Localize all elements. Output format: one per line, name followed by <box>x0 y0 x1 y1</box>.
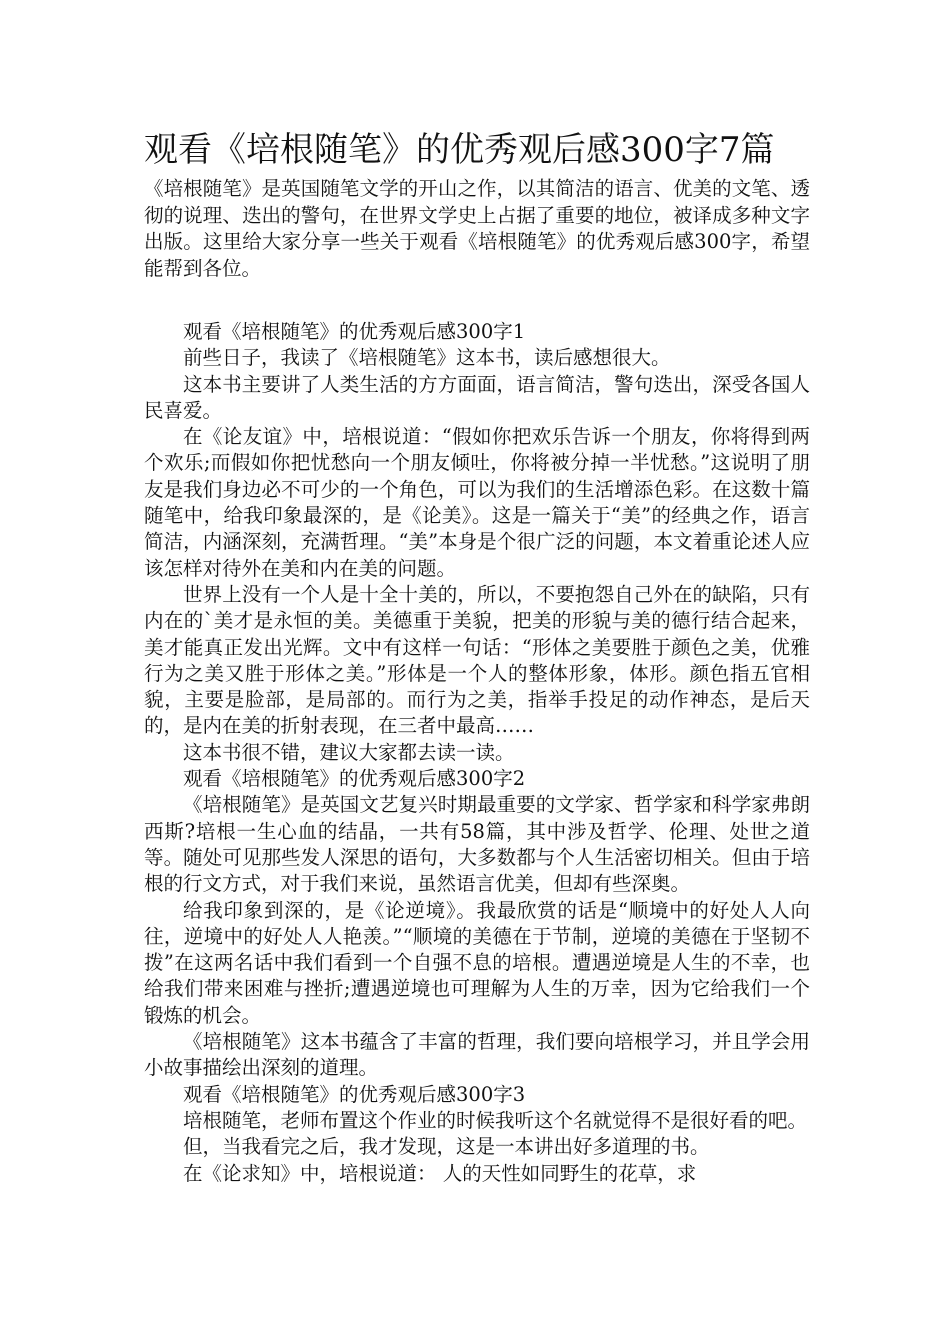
paragraph-spacer <box>144 282 810 319</box>
body-paragraph: 世界上没有一个人是十全十美的，所以，不要抱怨自己外在的缺陷，只有内在的`美才是永恒的美。美德重于美貌，把美的形貌与美的德行结合起来，美才能真正发出光辉。文中有这样一句话：“形体之美要胜于颜色之美，优雅行为之美又胜于形体之美。”形体是一个人的整体形象，体形。颜色指五官相貌，主要是脸部，是局部的。而行为之美，指举手投足的动作神态，是后天的，是内在美的折射表现，在三者中最高…… <box>144 582 810 738</box>
body-paragraph: 《培根随笔》是英国文艺复兴时期最重要的文学家、哲学家和科学家弗朗西斯?培根一生心血的结晶，一共有58篇，其中涉及哲学、伦理、处世之道等。随处可见那些发人深思的语句，大多数都与个人生活密切相关。但由于培根的行文方式，对于我们来说，虽然语言优美，但却有些深奥。 <box>144 793 810 896</box>
intro-paragraph: 《培根随笔》是英国随笔文学的开山之作，以其简洁的语言、优美的文笔、透彻的说理、迭出的警句，在世界文学史上占据了重要的地位，被译成多种文字出版。这里给大家分享一些关于观看《培根随笔》的优秀观后感300字，希望能帮到各位。 <box>144 177 810 280</box>
section-heading-3: 观看《培根随笔》的优秀观后感300字3 <box>183 1082 526 1106</box>
body-paragraph: 在《论求知》中，培根说道： 人的天性如同野生的花草，求 <box>183 1161 697 1185</box>
body-paragraph: 前些日子，我读了《培根随笔》这本书，读后感想很大。 <box>183 346 671 370</box>
document-title: 观看《培根随笔》的优秀观后感300字7篇 <box>144 130 775 170</box>
section-heading-1: 观看《培根随笔》的优秀观后感300字1 <box>183 320 526 343</box>
body-paragraph: 培根随笔，老师布置这个作业的时候我听这个名就觉得不是很好看的吧。 <box>183 1108 808 1132</box>
document-page <box>144 128 810 1187</box>
body-paragraph: 给我印象到深的，是《论逆境》。我最欣赏的话是“顺境中的好处人人向往，逆境中的好处人人艳羡。”“顺境的美德在于节制，逆境的美德在于坚韧不拨”在这两名话中我们看到一个自强不息的培根。遭遇逆境是人生的不幸，也给我们带来困难与挫折;遭遇逆境也可理解为人生的万幸，因为它给我们一个锻炼的机会。 <box>144 898 810 1027</box>
body-paragraph: 这本书主要讲了人类生活的方方面面，语言简洁，警句迭出，深受各国人民喜爱。 <box>144 372 810 422</box>
body-paragraph: 《培根随笔》这本书蕴含了丰富的哲理，我们要向培根学习，并且学会用小故事描绘出深刻的道理。 <box>144 1030 810 1080</box>
body-paragraph: 在《论友谊》中，培根说道：“假如你把欢乐告诉一个朋友，你将得到两个欢乐;而假如你把忧愁向一个朋友倾吐，你将被分掉一半忧愁。”这说明了朋友是我们身边必不可少的一个角色，可以为我们的生活增添色彩。在这数十篇随笔中，给我印象最深的，是《论美》。这是一篇关于“美”的经典之作，语言简洁，内涵深刻，充满哲理。“美”本身是个很广泛的问题，本文着重论述人应该怎样对待外在美和内在美的问题。 <box>144 425 810 580</box>
section-heading-2: 观看《培根随笔》的优秀观后感300字2 <box>183 767 526 791</box>
body-paragraph: 但，当我看完之后，我才发现，这是一本讲出好多道理的书。 <box>183 1135 710 1159</box>
document-body <box>144 319 810 1187</box>
body-paragraph: 这本书很不错，建议大家都去读一读。 <box>183 740 515 764</box>
